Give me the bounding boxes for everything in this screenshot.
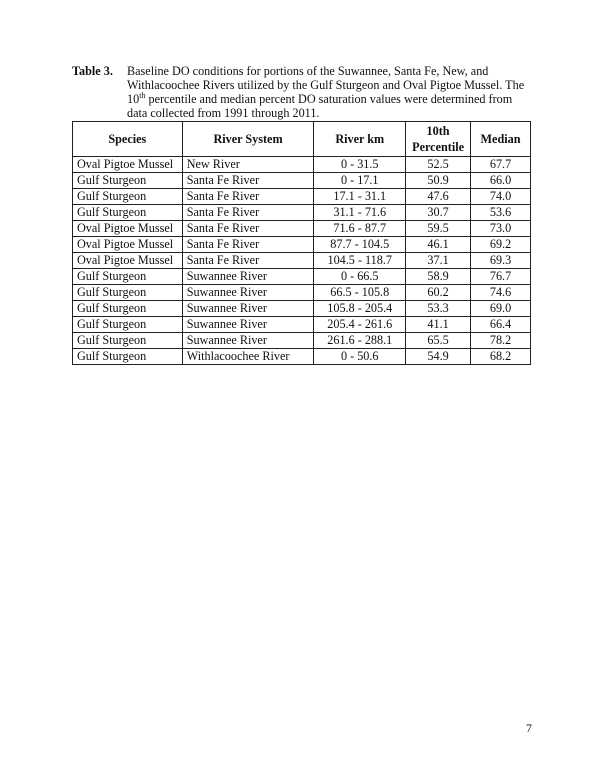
cell-river-km: 31.1 - 71.6	[314, 205, 406, 221]
cell-median: 78.2	[471, 333, 531, 349]
cell-river-km: 66.5 - 105.8	[314, 285, 406, 301]
table-body	[73, 157, 531, 365]
cell-median: 76.7	[471, 269, 531, 285]
cell-median: 74.6	[471, 285, 531, 301]
cell-species: Gulf Sturgeon	[73, 205, 183, 221]
cell-river-system: Suwannee River	[182, 317, 314, 333]
table-row	[73, 253, 531, 269]
table-row	[73, 221, 531, 237]
caption-superscript: th	[139, 90, 146, 100]
cell-10th-percentile: 30.7	[406, 205, 471, 221]
cell-species: Oval Pigtoe Mussel	[73, 221, 183, 237]
cell-river-km: 0 - 17.1	[314, 173, 406, 189]
header-river-km: River km	[314, 122, 406, 157]
header-species: Species	[73, 122, 183, 157]
cell-river-km: 261.6 - 288.1	[314, 333, 406, 349]
cell-river-km: 104.5 - 118.7	[314, 253, 406, 269]
cell-river-km: 87.7 - 104.5	[314, 237, 406, 253]
cell-river-km: 0 - 50.6	[314, 349, 406, 365]
cell-river-km: 205.4 - 261.6	[314, 317, 406, 333]
caption-text-before-sup: Baseline DO conditions for portions of the Suwannee, Santa Fe, New, and Withlacoochee Rivers utilized by the Gulf Sturgeon and Oval Pigtoe Mussel. The 10	[127, 64, 525, 106]
cell-median: 69.0	[471, 301, 531, 317]
table-row	[73, 173, 531, 189]
cell-species: Gulf Sturgeon	[73, 269, 183, 285]
cell-species: Oval Pigtoe Mussel	[73, 237, 183, 253]
table-row	[73, 301, 531, 317]
cell-river-km: 105.8 - 205.4	[314, 301, 406, 317]
cell-10th-percentile: 58.9	[406, 269, 471, 285]
cell-10th-percentile: 50.9	[406, 173, 471, 189]
cell-10th-percentile: 47.6	[406, 189, 471, 205]
cell-10th-percentile: 59.5	[406, 221, 471, 237]
cell-river-km: 0 - 31.5	[314, 157, 406, 173]
cell-10th-percentile: 52.5	[406, 157, 471, 173]
cell-10th-percentile: 65.5	[406, 333, 471, 349]
cell-median: 53.6	[471, 205, 531, 221]
cell-10th-percentile: 37.1	[406, 253, 471, 269]
cell-median: 66.4	[471, 317, 531, 333]
table-row	[73, 269, 531, 285]
cell-species: Gulf Sturgeon	[73, 349, 183, 365]
cell-median: 67.7	[471, 157, 531, 173]
table-row	[73, 189, 531, 205]
cell-river-system: Santa Fe River	[182, 221, 314, 237]
header-10th-line1: 10th	[426, 124, 450, 138]
header-river-system: River System	[182, 122, 314, 157]
cell-species: Oval Pigtoe Mussel	[73, 253, 183, 269]
cell-species: Oval Pigtoe Mussel	[73, 157, 183, 173]
cell-species: Gulf Sturgeon	[73, 317, 183, 333]
caption-text-after-sup: percentile and median percent DO saturation values were determined from data collected from 1991 through 2011.	[127, 92, 513, 120]
cell-river-system: Suwannee River	[182, 301, 314, 317]
table-row	[73, 205, 531, 221]
cell-river-km: 71.6 - 87.7	[314, 221, 406, 237]
cell-river-system: Santa Fe River	[182, 173, 314, 189]
cell-10th-percentile: 53.3	[406, 301, 471, 317]
cell-river-system: Suwannee River	[182, 285, 314, 301]
cell-species: Gulf Sturgeon	[73, 333, 183, 349]
caption-text	[127, 64, 532, 120]
cell-median: 66.0	[471, 173, 531, 189]
cell-river-km: 17.1 - 31.1	[314, 189, 406, 205]
table-caption	[72, 64, 532, 120]
table-row	[73, 237, 531, 253]
cell-median: 74.0	[471, 189, 531, 205]
header-10th-line2: Percentile	[412, 140, 465, 154]
cell-river-system: New River	[182, 157, 314, 173]
header-10th-percentile	[406, 122, 471, 157]
cell-median: 69.3	[471, 253, 531, 269]
cell-river-km: 0 - 66.5	[314, 269, 406, 285]
cell-species: Gulf Sturgeon	[73, 189, 183, 205]
cell-river-system: Santa Fe River	[182, 253, 314, 269]
cell-species: Gulf Sturgeon	[73, 173, 183, 189]
cell-10th-percentile: 41.1	[406, 317, 471, 333]
caption-label: Table 3.	[72, 64, 113, 78]
cell-median: 73.0	[471, 221, 531, 237]
cell-river-system: Santa Fe River	[182, 237, 314, 253]
table-row	[73, 349, 531, 365]
cell-river-system: Suwannee River	[182, 269, 314, 285]
cell-river-system: Santa Fe River	[182, 189, 314, 205]
header-median: Median	[471, 122, 531, 157]
cell-river-system: Suwannee River	[182, 333, 314, 349]
cell-10th-percentile: 60.2	[406, 285, 471, 301]
cell-river-system: Withlacoochee River	[182, 349, 314, 365]
cell-river-system: Santa Fe River	[182, 205, 314, 221]
table-row	[73, 333, 531, 349]
table-header-row	[73, 122, 531, 157]
page-number: 7	[526, 721, 532, 735]
cell-median: 69.2	[471, 237, 531, 253]
cell-species: Gulf Sturgeon	[73, 285, 183, 301]
cell-10th-percentile: 46.1	[406, 237, 471, 253]
table-row	[73, 157, 531, 173]
table-row	[73, 285, 531, 301]
cell-species: Gulf Sturgeon	[73, 301, 183, 317]
cell-10th-percentile: 54.9	[406, 349, 471, 365]
table-row	[73, 317, 531, 333]
cell-median: 68.2	[471, 349, 531, 365]
do-conditions-table	[72, 121, 531, 365]
